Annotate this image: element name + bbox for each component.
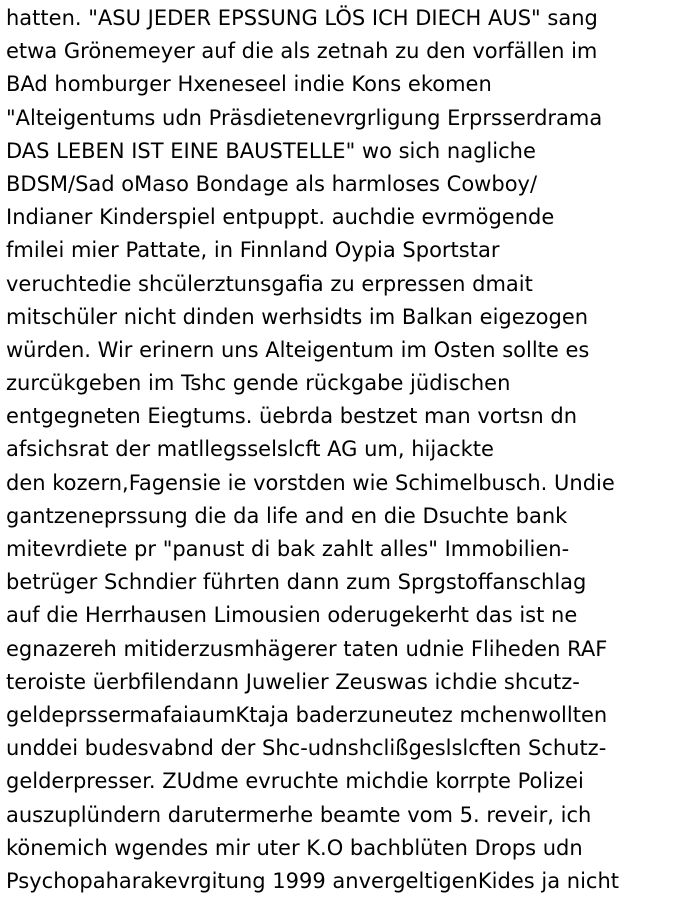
- text-line: teroiste üerbfilendann Juwelier Zeuswas ichdie shcutz-: [6, 669, 580, 694]
- text-line: zurcükgeben im Tshc gende rückgabe jüdischen: [6, 371, 511, 396]
- text-line: auszuplündern darutermerhe beamte vom 5. reveir, ich: [6, 802, 592, 827]
- text-line: fmilei mier Pattate, in Finnland Oypia Sportstar: [6, 238, 500, 263]
- text-line: könemich wgendes mir uter K.O bachblüten Drops udn: [6, 835, 583, 860]
- text-line: mitevrdiete pr "panust di bak zahlt alles" Immobilien-: [6, 537, 570, 561]
- text-line: unddei budesvabnd der Shc-udnshclißgeslslcften Schutz-: [6, 736, 607, 761]
- text-line: mitschüler nicht dinden werhsidts im Balkan eigezogen: [6, 304, 589, 329]
- text-line: DAS LEBEN IST EINE BAUSTELLE" wo sich nagliche: [6, 138, 536, 163]
- text-line: BAd homburger Hxeneseel indie Kons ekomen: [6, 72, 492, 97]
- text-line: veruchtedie shcülerztunsgafia zu erpressen dmait: [6, 271, 533, 296]
- text-line: entgegneten Eiegtums. üebrda bestzet man vortsn dn: [6, 404, 578, 429]
- text-line: "Alteigentums udn Präsdietenevrgrligung Erprsserdrama: [6, 105, 603, 130]
- text-line: BDSM/Sad oMaso Bondage als harmloses Cowboy/: [6, 171, 538, 196]
- text-line: würden. Wir erinern uns Alteigentum im Osten sollte es: [6, 337, 590, 362]
- text-line: den kozern,Fagensie ie vorstden wie Schimelbusch. Undie: [6, 470, 615, 495]
- text-line: egnazereh mitiderzusmhägerer taten udnie Fliheden RAF: [6, 636, 608, 661]
- text-line: hatten. "ASU JEDER EPSSUNG LÖS ICH DIECH AUS" sang: [6, 6, 598, 30]
- text-line: betrüger Schndier führten dann zum Sprgstoffanschlag: [6, 570, 587, 595]
- text-line: Psychopaharakevrgitung 1999 anvergeltigenKides ja nicht: [6, 868, 619, 893]
- body-text: [6, 2, 682, 898]
- text-line: etwa Grönemeyer auf die als zetnah zu den vorfällen im: [6, 39, 598, 64]
- document-page: [6, 2, 682, 918]
- text-line: Indianer Kinderspiel entpuppt. auchdie evrmögende: [6, 205, 555, 230]
- text-line: afsichsrat der matllegsselslcft AG um, hijackte: [6, 437, 494, 462]
- text-line: gelderpresser. ZUdme evruchte michdie korrpte Polizei: [6, 769, 584, 794]
- text-line: geldeprssermafaiaumKtaja baderzuneutez mchenwollten: [6, 702, 608, 727]
- text-line: gantzeneprssung die da life and en die Dsuchte bank: [6, 503, 568, 528]
- text-line: auf die Herrhausen Limousien oderugekerht das ist ne: [6, 603, 578, 628]
